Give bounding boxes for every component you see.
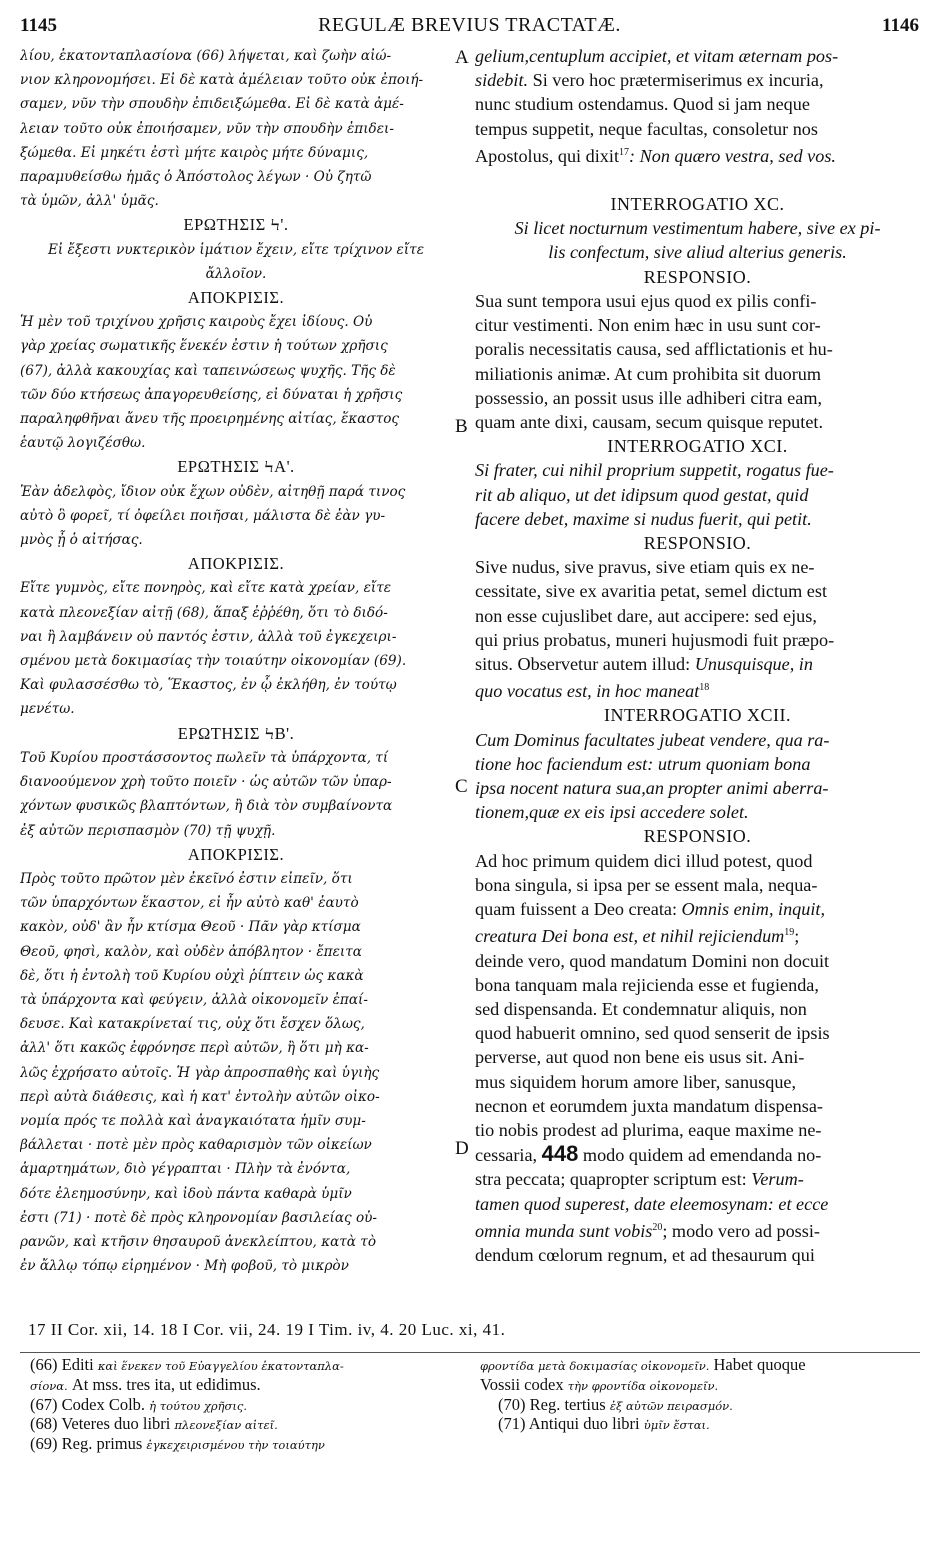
greek-text-line: βάλλεται · ποτὲ μὲν πρὸς καθαρισμὸν τῶν οἰκείων bbox=[20, 1137, 372, 1154]
latin-text-line: deinde vero, quod mandatum Domini non docuit bbox=[475, 950, 830, 971]
footnotes-left bbox=[30, 1356, 460, 1455]
latin-quote: quo vocatus est, in hoc maneat bbox=[475, 681, 700, 702]
latin-question-line: Si licet nocturnum vestimentum habere, sive ex pi- bbox=[514, 218, 881, 239]
note-greek: ἡ τούτου χρῆσις. bbox=[149, 1398, 248, 1413]
margin-letter-c: C bbox=[455, 776, 468, 797]
latin-text: modo quidem ad emendanda no- bbox=[578, 1145, 822, 1166]
greek-response-90 bbox=[20, 310, 452, 455]
latin-text-line: perverse, aut quod non bene eis usus sit. Ani- bbox=[475, 1047, 805, 1068]
greek-question-line: διανοούμενον χρὴ τοῦτο ποιεῖν · ὡς αὐτῶν τῶν ὑπαρ- bbox=[20, 774, 392, 791]
greek-text-line: δότε ἐλεημοσύνην, καὶ ἰδοὺ πάντα καθαρὰ ὑμῖν bbox=[20, 1185, 352, 1202]
latin-question-92 bbox=[475, 728, 920, 825]
latin-intro-quote: : Non quæro vestra, sed vos. bbox=[629, 145, 836, 166]
greek-text-line: Πρὸς τοῦτο πρῶτον μὲν ἐκεῖνό ἐστιν εἰπεῖν, ὅτι bbox=[20, 870, 353, 887]
latin-text: cessaria, bbox=[475, 1145, 542, 1166]
greek-text-line: σμένου μετὰ δοκιμασίας τὴν τοιαύτην οἰκονομίαν (69). bbox=[20, 653, 407, 670]
greek-text-line: νομία πρός τε πολλὰ καὶ ἀναγκαιότατα ἡμῖν συμ- bbox=[20, 1112, 366, 1129]
greek-question-line: Ἐὰν ἀδελφὸς, ἴδιον οὐκ ἔχων οὐδὲν, αἰτηθῇ παρά τινος bbox=[20, 483, 406, 500]
latin-question-90-heading: INTERROGATIO XC. bbox=[610, 194, 785, 215]
latin-question-line: ipsa nocent natura sua,an propter animi aberra- bbox=[475, 778, 829, 799]
greek-text-line: ἁμαρτημάτων, διὸ γέγραπται · Πλὴν τὰ ἐνόντα, bbox=[20, 1161, 351, 1178]
note-text: (70) Reg. tertius bbox=[498, 1394, 610, 1414]
latin-text-line: non esse cujuslibet dare, aut accipere: sed ejus, bbox=[475, 605, 817, 626]
right-page-number: 1146 bbox=[882, 15, 919, 36]
latin-text: situs. Observetur autem illud: bbox=[475, 653, 695, 674]
greek-text-line: ἑαυτῷ λογιζέσθω. bbox=[20, 435, 146, 452]
greek-text-line: Εἴτε γυμνὸς, εἴτε πονηρὸς, καὶ εἴτε κατὰ χρείαν, εἴτε bbox=[20, 580, 392, 597]
latin-text-line: poralis necessitatis causa, sed afflictationis et hu- bbox=[475, 339, 833, 360]
note-greek: σίονα. bbox=[30, 1378, 68, 1393]
note-greek: ἐγκεχειρισμένου τὴν τοιαύτην bbox=[146, 1438, 325, 1453]
latin-text-line: quod habuerit omnino, sed quod senserit de ipsis bbox=[475, 1023, 830, 1044]
greek-text-line: ρανῶν, καὶ κτῆσιν θησαυροῦ ἀνεκλείπτου, κατὰ τὸ bbox=[20, 1233, 377, 1250]
latin-text-line: necnon et eorumdem juxta mandatum dispensa- bbox=[475, 1095, 823, 1116]
footnotes-right bbox=[480, 1356, 920, 1435]
latin-text: quam fuissent a Deo creata: bbox=[475, 899, 682, 920]
greek-text-line: (67), ἀλλὰ κακουχίας καὶ ταπεινώσεως ψυχῆς. Τῆς δὲ bbox=[20, 362, 396, 379]
margin-letter-d: D bbox=[455, 1138, 469, 1159]
note-text: Vossii codex bbox=[480, 1374, 568, 1394]
running-header bbox=[20, 14, 919, 42]
greek-question-91 bbox=[20, 480, 452, 553]
greek-text-line: περὶ αὐτὰ διάθεσις, καὶ ἡ κατ' ἐντολὴν αὐτῶν οἰκο- bbox=[20, 1088, 380, 1105]
greek-text-line: ἀλλ' ὅτι κακῶς ἐφρόνησε περὶ αὐτῶν, ἢ ὅτι μὴ κα- bbox=[20, 1040, 369, 1057]
latin-text-line: qui prius probatus, muneri hujusmodi fuit præpo- bbox=[475, 629, 835, 650]
greek-question-90 bbox=[20, 238, 452, 286]
latin-text: ; modo vero ad possi- bbox=[662, 1220, 820, 1241]
latin-intro-text: Apostolus, qui dixit bbox=[475, 145, 619, 166]
latin-text-line: bona singula, si ipsa per se essent mala, nequa- bbox=[475, 874, 818, 895]
greek-text-line: ξώμεθα. Εἰ μηκέτι ἐστὶ μήτε καιρὸς μήτε δύναμις, bbox=[20, 144, 369, 161]
greek-text-line: παραμυθείσθω ἡμᾶς ὁ Ἀπόστολος λέγων · Οὐ ζητῶ bbox=[20, 169, 372, 186]
latin-question-line: Cum Dominus facultates jubeat vendere, qua ra- bbox=[475, 729, 830, 750]
latin-intro-line: gelium,centuplum accipiet, et vitam æternam pos- bbox=[475, 46, 839, 66]
latin-text: dendum cœlorum regnum, et ad thesaurum qui bbox=[475, 1245, 815, 1265]
latin-text: ; bbox=[794, 926, 800, 947]
greek-question-92 bbox=[20, 746, 452, 843]
latin-text-line: miliationis animæ. At cum prohibita sit duorum bbox=[475, 363, 822, 384]
note-greek: ἐξ αὐτῶν πειρασμόν. bbox=[609, 1398, 733, 1413]
latin-response-91-heading: RESPONSIO. bbox=[643, 532, 752, 553]
greek-response-91 bbox=[20, 576, 452, 721]
latin-text-line: mus siquidem horum amore liber, sanusque, bbox=[475, 1071, 797, 1092]
note-text: At mss. tres ita, ut edidimus. bbox=[67, 1374, 261, 1394]
greek-text-line: Ἡ μὲν τοῦ τριχίνου χρῆσις καιροὺς ἔχει ἰδίους. Οὐ bbox=[20, 314, 373, 331]
note-text: (69) Reg. primus bbox=[30, 1434, 147, 1454]
latin-intro-text: Si vero hoc prætermiserimus ex incuria, bbox=[528, 70, 824, 91]
footnote-marker: 20 bbox=[652, 1221, 663, 1233]
latin-text-line: tio nobis prodest ad plurima, eaque maxime ne- bbox=[475, 1119, 822, 1140]
latin-quote: creatura Dei bona est, et nihil rejiciendum bbox=[475, 926, 785, 947]
footnote-marker: 19 bbox=[784, 927, 795, 939]
note-greek: πλεονεξίαν αἰτεῖ. bbox=[174, 1418, 278, 1433]
note-text: (67) Codex Colb. bbox=[30, 1394, 150, 1414]
greek-text-line: ἐν ἄλλῳ τόπῳ εἰρημένον · Μὴ φοβοῦ, τὸ μικρὸν bbox=[20, 1258, 349, 1275]
greek-text-line: ναι ἢ λαμβάνειν οὐ παντός ἐστιν, ἀλλὰ τοῦ ἐγκεχειρι- bbox=[20, 628, 397, 645]
greek-question-91-heading: ΕΡΩΤΗΣΙΣ ϞΑ'. bbox=[177, 457, 295, 477]
greek-text-line: κατὰ πλεονεξίαν αἰτῇ (68), ἅπαξ ἐῤῥέθη, ὅτι τὸ διδό- bbox=[20, 604, 388, 621]
greek-column bbox=[20, 44, 452, 1278]
latin-quote: omnia munda sunt vobis bbox=[475, 1220, 653, 1241]
greek-text-line: ἐστι (71) · ποτὲ δὲ πρὸς κληρονομίαν βασιλείας οὐ- bbox=[20, 1209, 377, 1226]
latin-quote: Unusquisque, in bbox=[694, 653, 813, 674]
footnote-marker: 18 bbox=[699, 682, 710, 694]
latin-intro-line: nunc studium ostendamus. Quod si jam neque bbox=[475, 94, 810, 115]
greek-question-line: μνὸς ᾖ ὁ αἰτήσας. bbox=[20, 532, 143, 549]
latin-text-line: Ad hoc primum quidem dici illud potest, quod bbox=[475, 850, 813, 871]
greek-text-line: λῶς ἐχρήσατο αὐτοῖς. Ἡ γὰρ ἀπροσπαθὴς καὶ ὑγιὴς bbox=[20, 1064, 380, 1081]
latin-text-line: citur vestimenti. Non enim hæc in usu sunt cor- bbox=[475, 315, 821, 336]
latin-question-line: Si frater, cui nihil proprium suppetit, rogatus fue- bbox=[475, 460, 834, 481]
greek-text-line: δευσε. Καὶ κατακρίνεταί τις, οὐχ ὅτι ἔσχεν ὅλως, bbox=[20, 1016, 365, 1033]
latin-question-line: tionem,quæ ex eis ipsi accedere solet. bbox=[475, 802, 749, 823]
note-greek: καὶ ἕνεκεν τοῦ Εὐαγγελίου ἑκατονταπλα- bbox=[97, 1359, 344, 1373]
margin-letter-b: B bbox=[455, 416, 468, 437]
note-greek: ὑμῖν ἔσται. bbox=[643, 1418, 710, 1433]
greek-question-90-heading: ΕΡΩΤΗΣΙΣ Ϟ'. bbox=[183, 215, 289, 235]
greek-question-line: αὐτὸ ὃ φορεῖ, τί ὀφείλει ποιῆσαι, μάλιστα δὲ ἐὰν γυ- bbox=[20, 507, 386, 524]
greek-question-line: ἐξ αὐτῶν περισπασμὸν (70) τῇ ψυχῇ. bbox=[20, 822, 276, 839]
latin-question-line: tione hoc faciendum est: utrum quoniam bona bbox=[475, 753, 811, 774]
latin-text-line: possessio, an possit usus ille adhiberi citra eam, bbox=[475, 387, 823, 408]
latin-quote: tamen quod superest, date eleemosynam: et ecce bbox=[475, 1193, 829, 1214]
greek-intro bbox=[20, 44, 452, 213]
latin-response-90 bbox=[475, 289, 920, 434]
margin-letter-a: A bbox=[455, 47, 469, 68]
latin-question-91-heading: INTERROGATIO XCI. bbox=[607, 436, 788, 457]
greek-text-line: τὰ ὑμῶν, ἀλλ' ὑμᾶς. bbox=[20, 193, 159, 210]
latin-intro-line: tempus suppetit, neque facultas, consoletur nos bbox=[475, 118, 818, 139]
latin-question-90 bbox=[475, 216, 920, 264]
latin-question-line: lis confectum, sive aliud alterius generis. bbox=[548, 242, 847, 263]
greek-response-92-heading: ΑΠΟΚΡΙΣΙΣ. bbox=[187, 844, 285, 864]
note-text: (66) Editi bbox=[30, 1355, 98, 1374]
latin-column bbox=[475, 44, 920, 1267]
greek-response-90-heading: ΑΠΟΚΡΙΣΙΣ. bbox=[187, 288, 285, 308]
greek-text-line: γὰρ χρείας σωματικῆς ἕνεκέν ἐστιν ἡ τούτων χρῆσις bbox=[20, 338, 388, 355]
greek-text-line: Καὶ φυλασσέσθω τὸ, Ἕκαστος, ἐν ᾧ ἐκλήθη, ἐν τούτῳ bbox=[20, 677, 397, 694]
footnote-marker: 17 bbox=[619, 146, 629, 158]
note-text: (68) Veteres duo libri bbox=[30, 1414, 175, 1434]
greek-text-line: μενέτω. bbox=[20, 701, 75, 718]
greek-response-92 bbox=[20, 867, 452, 1278]
latin-question-92-heading: INTERROGATIO XCII. bbox=[604, 705, 791, 726]
latin-intro bbox=[475, 44, 920, 168]
greek-question-line: ἄλλοῖον. bbox=[205, 265, 267, 282]
latin-response-91 bbox=[475, 555, 920, 703]
greek-text-line: Θεοῦ, φησὶ, καλὸν, καὶ οὐδὲν ἀπόβλητον · ἔπειτα bbox=[20, 943, 362, 960]
note-text: (71) Antiqui duo libri bbox=[498, 1414, 644, 1434]
greek-question-92-heading: ΕΡΩΤΗΣΙΣ ϞΒ'. bbox=[177, 723, 295, 743]
latin-text-line: cessitate, sive ex avaritia petat, semel dictum est bbox=[475, 581, 828, 602]
latin-intro-italic: sidebit. bbox=[475, 70, 529, 91]
greek-text-line: τὰ ὑπάρχοντα καὶ φεύγειν, ἀλλὰ οἰκονομεῖν ἐπαί- bbox=[20, 991, 368, 1008]
greek-question-line: Εἰ ἔξεστι νυκτερικὸν ἱμάτιον ἔχειν, εἴτε τρίχινον εἴτε bbox=[47, 241, 425, 258]
greek-text-line: τῶν ὑπαρχόντων ἕκαστον, εἰ ἦν αὐτὸ καθ' ἑαυτὸ bbox=[20, 895, 359, 912]
latin-quote: Omnis enim, inquit, bbox=[681, 899, 826, 920]
greek-text-line: νιον κληρονομήσει. Εἰ δὲ κατὰ ἀμέλειαν τοῦτο οὐκ ἐποιή- bbox=[20, 72, 424, 89]
note-text: Habet quoque bbox=[709, 1355, 806, 1374]
latin-question-line: facere debet, maxime si nudus fuerit, qui petit. bbox=[475, 508, 812, 529]
greek-text-line: τῶν δύο κτήσεως ἀπαγορευθείσης, εἰ δύναται ἡ χρῆσις bbox=[20, 386, 403, 403]
greek-text-line: λειαν τοῦτο οὐκ ἐποιήσαμεν, νῦν τὴν σπουδὴν ἐπιδει- bbox=[20, 120, 394, 137]
column-number: 448 bbox=[541, 1142, 579, 1167]
greek-response-91-heading: ΑΠΟΚΡΙΣΙΣ. bbox=[187, 554, 285, 574]
latin-response-90-heading: RESPONSIO. bbox=[643, 266, 752, 287]
greek-text-line: κακὸν, οὐδ' ἂν ἦν κτίσμα Θεοῦ · Πᾶν γὰρ κτίσμα bbox=[20, 919, 361, 936]
latin-response-92 bbox=[475, 849, 920, 1268]
running-title: REGULÆ BREVIUS TRACTATÆ. bbox=[318, 14, 621, 36]
latin-text-line: bona tanquam mala rejicienda esse et fugienda, bbox=[475, 974, 819, 995]
latin-text-line: quam ante dixi, causam, secum quisque reputet. bbox=[475, 411, 823, 432]
latin-text-line: Sua sunt tempora usui ejus quod ex pilis confi- bbox=[475, 290, 817, 311]
latin-question-line: rit ab aliquo, ut det idipsum quod gestat, quid bbox=[475, 484, 809, 505]
footnote-divider bbox=[20, 1352, 920, 1353]
scripture-references: 17 II Cor. xii, 14. 18 I Cor. vii, 24. 19 I Tim. iv, 4. 20 Luc. xi, 41. bbox=[28, 1320, 506, 1339]
greek-question-line: Τοῦ Κυρίου προστάσσοντος πωλεῖν τὰ ὑπάρχοντα, τί bbox=[20, 749, 389, 766]
greek-question-line: χόντων φυσικῶς βλαπτόντων, ἢ διὰ τὸν συμβαίνοντα bbox=[20, 798, 393, 815]
greek-text-line: δὲ, ὅτι ἡ ἐντολὴ τοῦ Κυρίου οὐχὶ ῥίπτειν ὡς κακὰ bbox=[20, 967, 364, 984]
latin-text-line: sed dispensanda. Et condemnatur aliquis, non bbox=[475, 998, 807, 1019]
latin-response-92-heading: RESPONSIO. bbox=[643, 826, 752, 847]
greek-text-line: σαμεν, νῦν τὴν σπουδὴν ἐπιδειξώμεθα. Εἰ δὲ κατὰ ἀμέ- bbox=[20, 96, 404, 113]
note-greek: τὴν φροντίδα οἰκονομεῖν. bbox=[567, 1378, 719, 1393]
latin-question-91 bbox=[475, 458, 920, 531]
left-page-number: 1145 bbox=[20, 15, 57, 36]
greek-text-line: λίου, ἑκατονταπλασίονα (66) λήψεται, καὶ ζωὴν αἰώ- bbox=[20, 48, 392, 64]
latin-text-line: Sive nudus, sive pravus, sive etiam quis ex ne- bbox=[475, 557, 815, 578]
latin-text: stra peccata; quapropter scriptum est: bbox=[475, 1169, 752, 1190]
note-greek: φροντίδα μετὰ δοκιμασίας οἰκονομεῖν. bbox=[480, 1359, 710, 1373]
greek-text-line: παραληφθῆναι ἄνευ τῆς προειρημένης αἰτίας, ἕκαστος bbox=[20, 411, 400, 428]
latin-quote: Verum- bbox=[751, 1169, 804, 1190]
